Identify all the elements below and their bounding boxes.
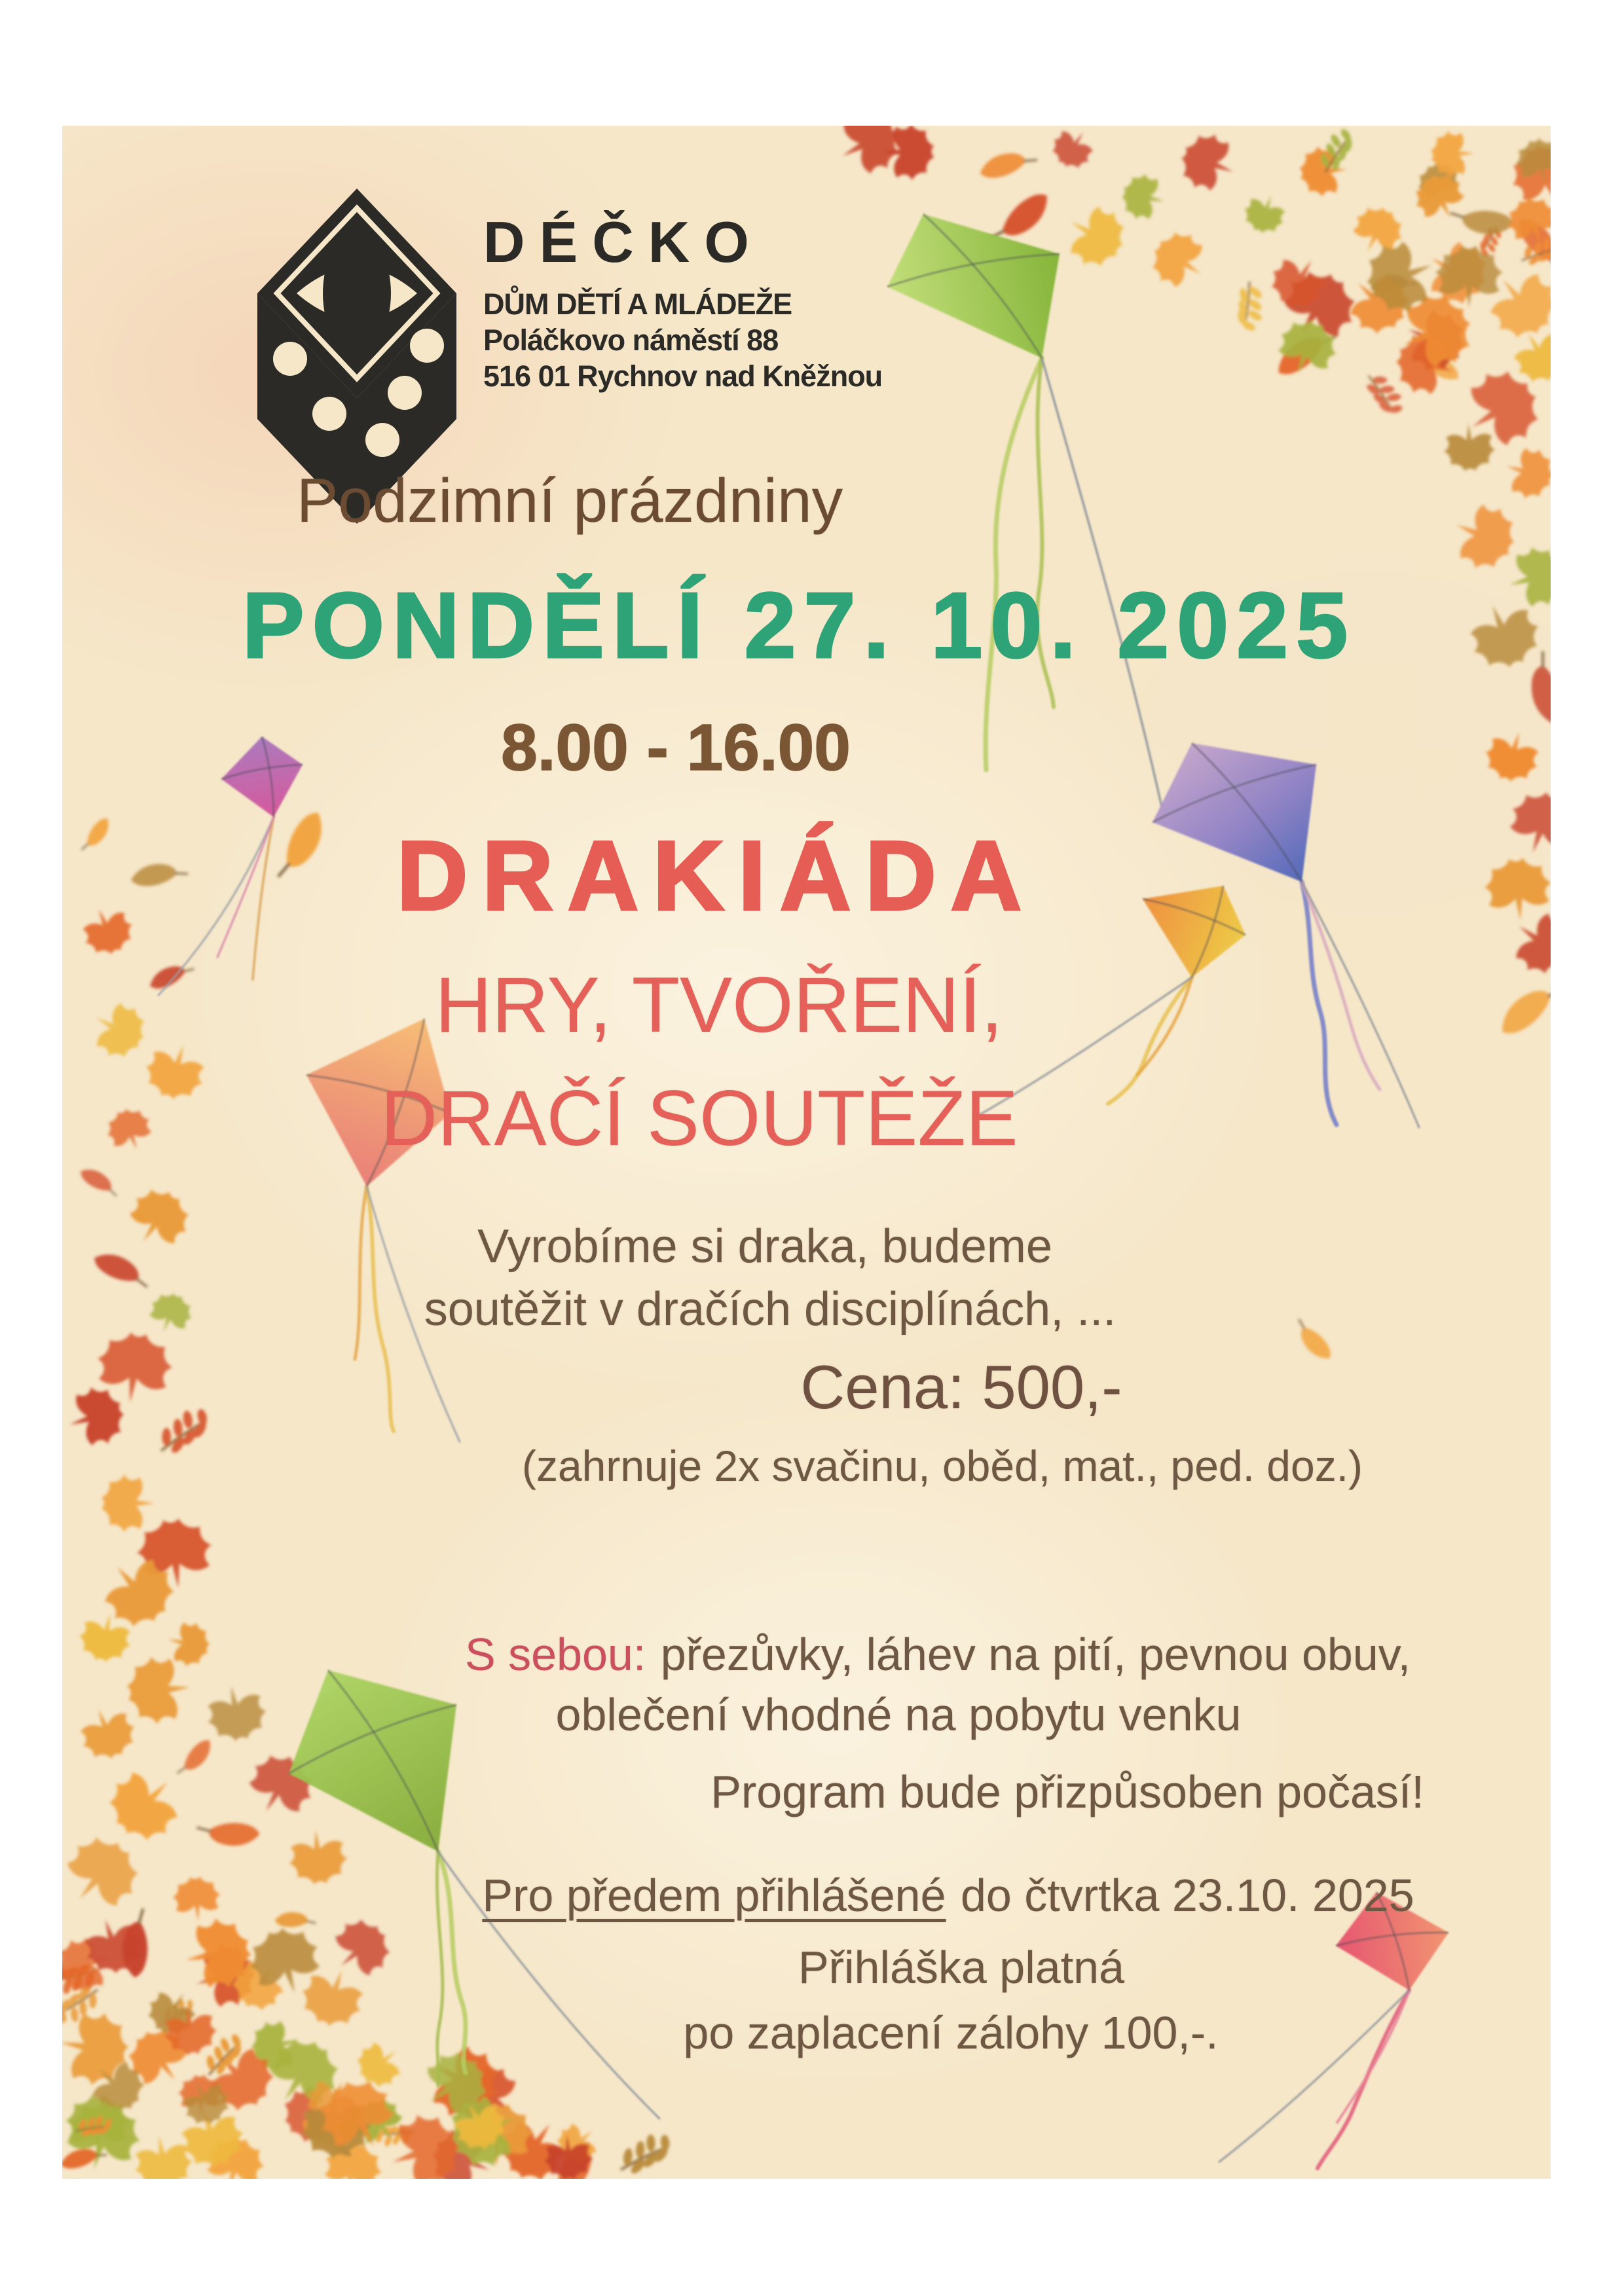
registration-deposit-line: po zaplacení zálohy 100,-. (683, 2007, 1219, 2058)
weather-note: Program bude přizpůsoben počasí! (710, 1766, 1424, 1817)
event-activities-line2: DRAČÍ SOUTĚŽE (380, 1074, 1018, 1162)
registration-underlined: Pro předem přihlášené (482, 1870, 946, 1921)
bring-items: přezůvky, láhev na pití, pevnou obuv, (660, 1629, 1411, 1680)
event-activities-line1: HRY, TVOŘENÍ, (435, 961, 1003, 1049)
event-time: 8.00 - 16.00 (501, 711, 851, 784)
registration-rest: do čtvrtka 23.10. 2025 (960, 1870, 1414, 1921)
registration-valid-line: Přihláška platná (798, 1942, 1125, 1993)
event-description-line1: Vyrobíme si draka, budeme (477, 1220, 1052, 1273)
logo-org: DŮM DĚTÍ A MLÁDEŽE (483, 287, 792, 321)
bring-label: S sebou: (464, 1629, 646, 1680)
poster-subtitle: Podzimní prázdniny (296, 466, 843, 536)
event-date-heading: PONDĚLÍ 27. 10. 2025 (242, 574, 1356, 678)
registration-deadline-line (482, 1870, 1414, 1921)
bring-list-line2: oblečení vhodné na pobytu venku (555, 1689, 1242, 1740)
logo-name: DÉČKO (483, 210, 764, 274)
bring-list-line1 (464, 1629, 1411, 1680)
event-price-note: (zahrnuje 2x svačinu, oběd, mat., ped. doz.) (521, 1442, 1363, 1490)
event-title: DRAKIÁDA (397, 820, 1036, 930)
logo-address-city: 516 01 Rychnov nad Kněžnou (483, 359, 883, 393)
event-price: Cena: 500,- (800, 1353, 1122, 1421)
logo-address-street: Poláčkovo náměstí 88 (483, 323, 779, 357)
event-description-line2: soutěžit v dračích disciplínách, ... (424, 1283, 1116, 1336)
